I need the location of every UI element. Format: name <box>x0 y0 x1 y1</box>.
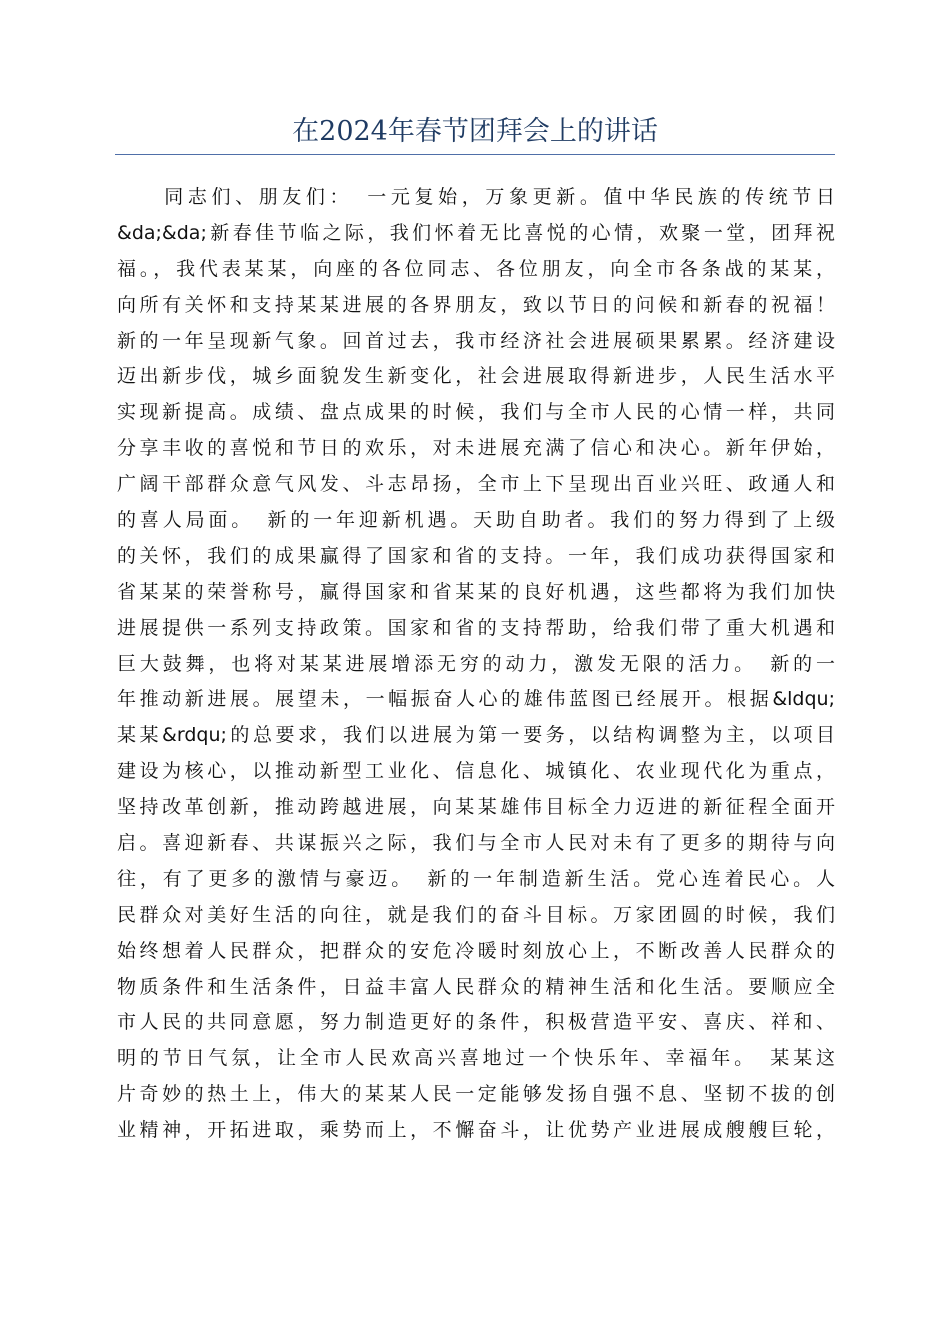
body-line: 分享丰收的喜悦和节日的欢乐，对未进展充满了信心和决心。新年伊始， <box>117 437 835 460</box>
body-line: 民群众对美好生活的向往，就是我们的奋斗目标。万家团圆的时候，我们 <box>117 903 835 926</box>
body-line: 的关怀，我们的成果赢得了国家和省的支持。一年，我们成功获得国家和 <box>117 544 835 567</box>
body-line: 巨大鼓舞，也将对某某进展增添无穷的动力，激发无限的活力。 新的一 <box>117 652 835 675</box>
body-line: 迈出新步伐，城乡面貌发生新变化，社会进展取得新进步，人民生活水平 <box>117 365 835 388</box>
body-line: 片奇妙的热土上，伟大的某某人民一定能够发扬自强不息、坚韧不拔的创 <box>117 1083 835 1106</box>
body-line: 往，有了更多的激情与豪迈。 新的一年制造新生活。党心连着民心。人 <box>117 867 835 890</box>
body-line: 市人民的共同意愿，努力制造更好的条件，积极营造平安、喜庆、祥和、 <box>117 1011 835 1034</box>
body-line: 坚持改革创新，推动跨越进展，向某某雄伟目标全力迈进的新征程全面开 <box>117 796 835 819</box>
body-line: 省某某的荣誉称号，赢得国家和省某某的良好机遇，这些都将为我们加快 <box>117 580 835 603</box>
body-line: 明的节日气氛，让全市人民欢高兴喜地过一个快乐年、幸福年。 某某这 <box>117 1047 835 1070</box>
body-line: 业精神，开拓进取，乘势而上，不懈奋斗，让优势产业进展成艘艘巨轮， <box>117 1119 835 1142</box>
body-line: &da;&da;新春佳节临之际，我们怀着无比喜悦的心情，欢聚一堂，团拜祝 <box>117 221 835 244</box>
body-line: 新的一年呈现新气象。回首过去，我市经济社会进展硕果累累。经济建设 <box>117 329 835 352</box>
body-line: 某某&rdqu;的总要求，我们以进展为第一要务，以结构调整为主，以项目 <box>117 724 835 747</box>
body-line: 同志们、朋友们： 一元复始，万象更新。值中华民族的传统节日 <box>117 186 835 208</box>
document-title: 在2024年春节团拜会上的讲话 <box>292 116 658 147</box>
body-line: 始终想着人民群众，把群众的安危冷暖时刻放心上，不断改善人民群众的 <box>117 939 835 962</box>
body-line: 实现新提高。成绩、盘点成果的时候，我们与全市人民的心情一样，共同 <box>117 401 835 424</box>
body-line: 向所有关怀和支持某某进展的各界朋友，致以节日的问候和新春的祝福！ <box>117 293 835 316</box>
body-line: 福。，我代表某某，向座的各位同志、各位朋友，向全市各条战的某某， <box>117 257 835 280</box>
document-body <box>117 180 835 1149</box>
body-line: 建设为核心，以推动新型工业化、信息化、城镇化、农业现代化为重点， <box>117 760 835 783</box>
body-line: 进展提供一系列支持政策。国家和省的支持帮助，给我们带了重大机遇和 <box>117 616 835 639</box>
body-line: 年推动新进展。展望未，一幅振奋人心的雄伟蓝图已经展开。根据&ldqu; <box>117 688 835 711</box>
body-line: 物质条件和生活条件，日益丰富人民群众的精神生活和化生活。要顺应全 <box>117 975 835 998</box>
body-line: 的喜人局面。 新的一年迎新机遇。天助自助者。我们的努力得到了上级 <box>117 509 835 532</box>
title-underline <box>115 154 835 155</box>
body-line: 启。喜迎新春、共谋振兴之际，我们与全市人民对未有了更多的期待与向 <box>117 832 835 855</box>
body-line: 广阔干部群众意气风发、斗志昂扬，全市上下呈现出百业兴旺、政通人和 <box>117 473 835 496</box>
